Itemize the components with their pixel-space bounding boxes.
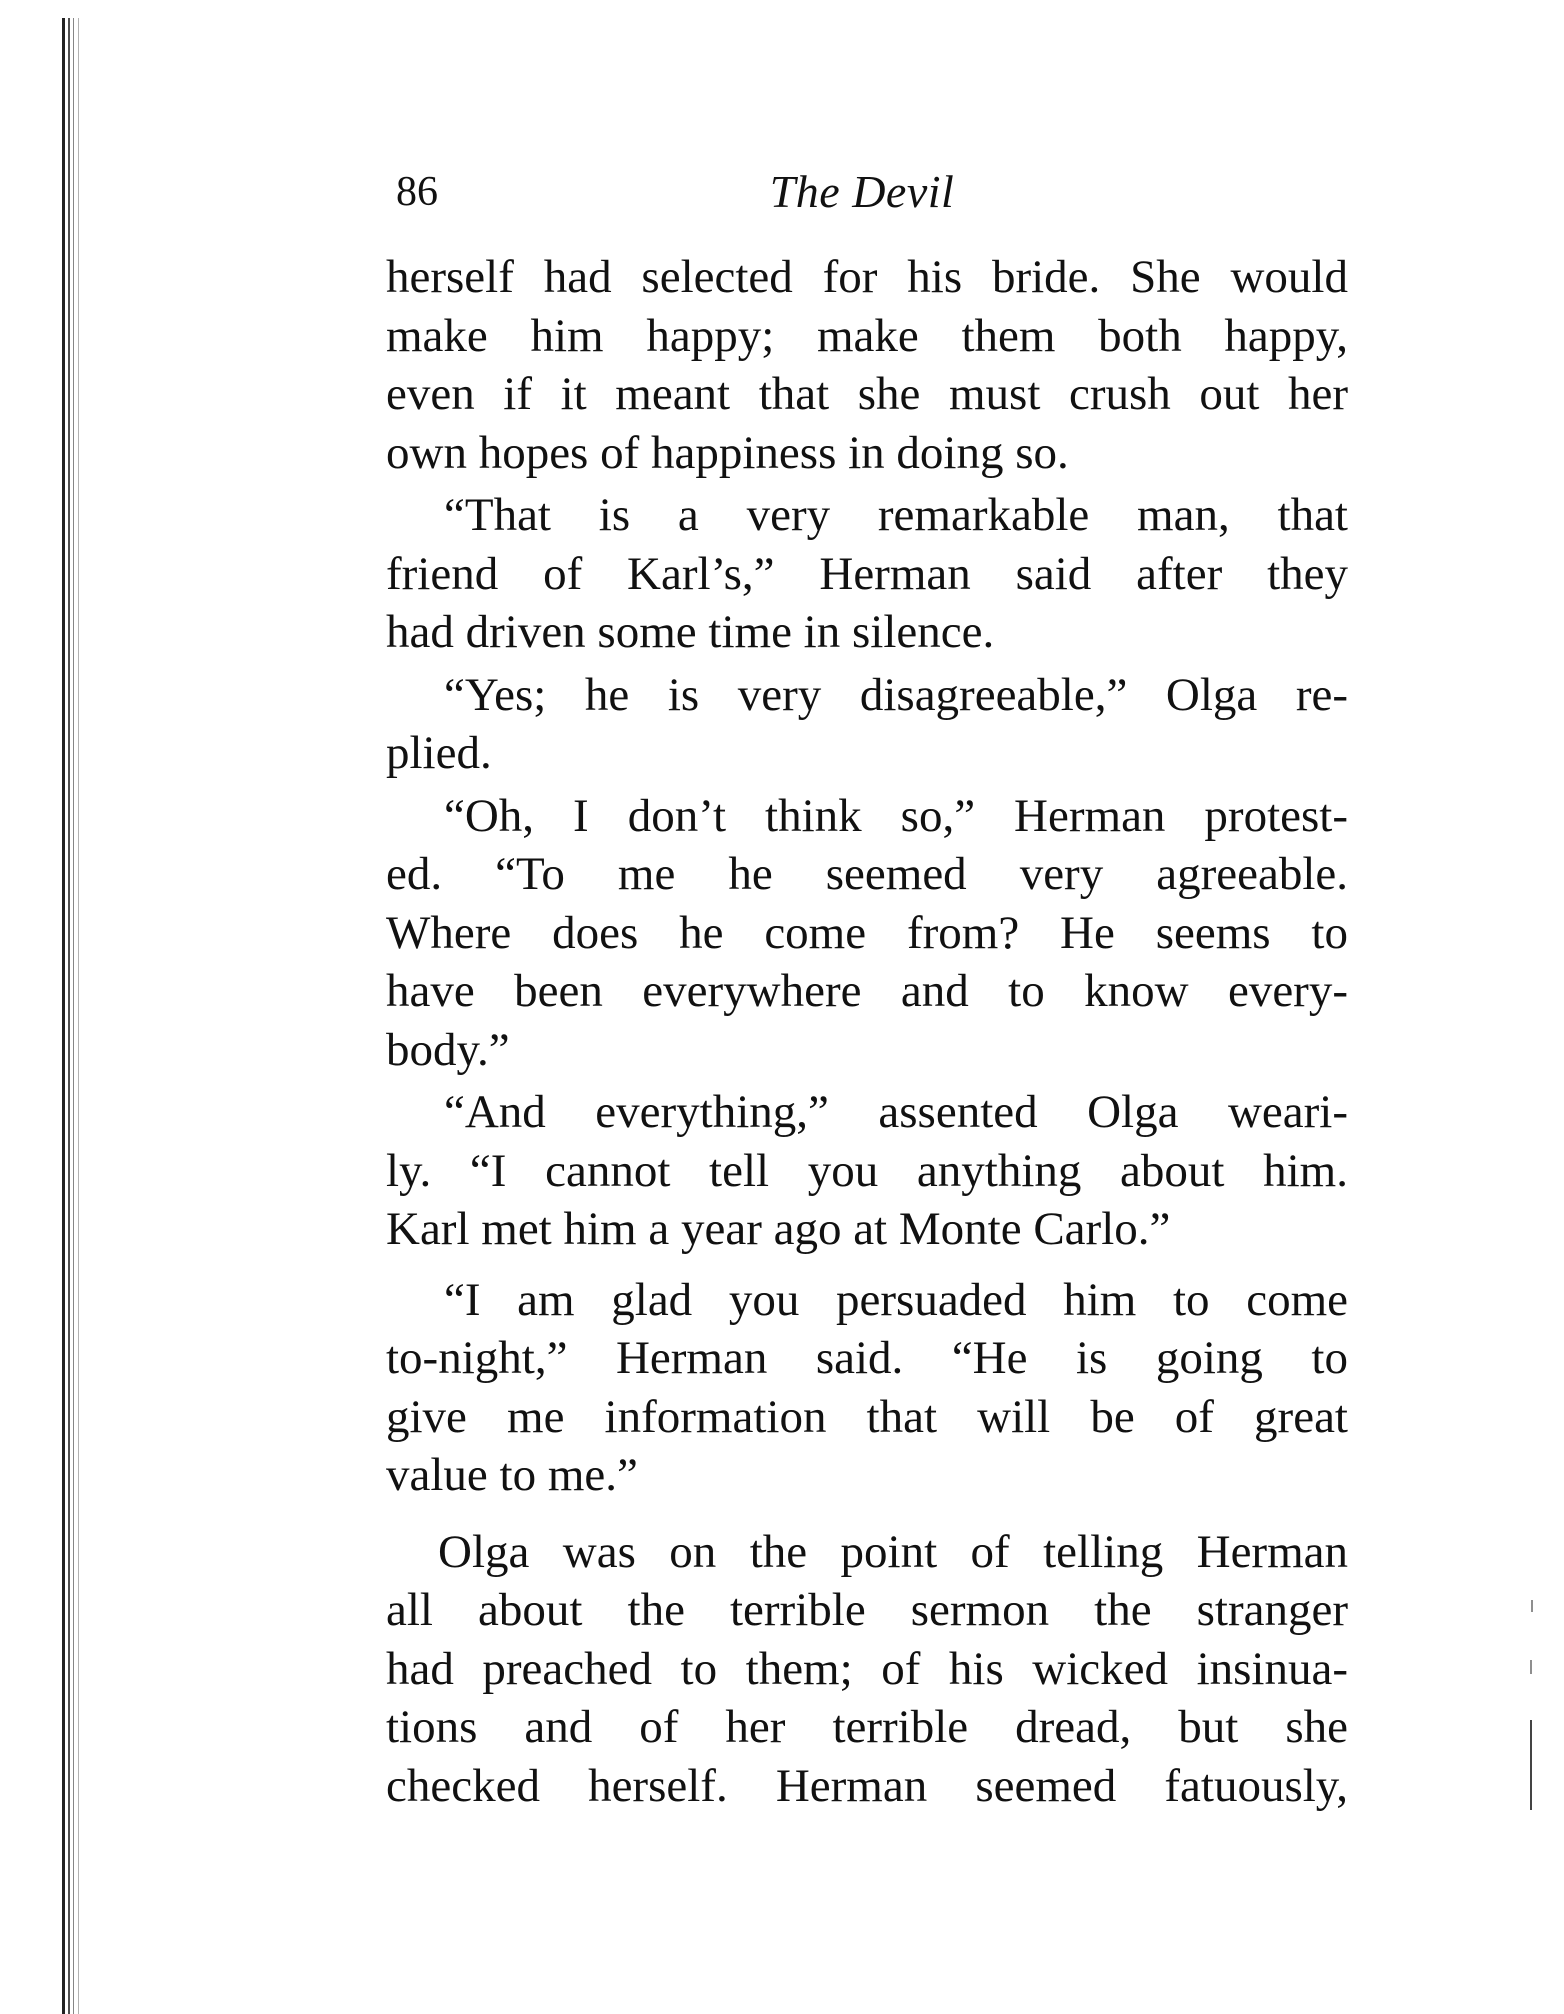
paragraph-continued (386, 845, 1348, 1079)
text-line: body.” (386, 1023, 510, 1076)
text-line: all about the terrible sermon the stranger (386, 1584, 1348, 1636)
paragraph-continued (386, 1581, 1348, 1815)
text-line: plied. (386, 727, 492, 779)
paragraph (386, 666, 1348, 725)
text-line: ly. “I cannot tell you anything about him. (386, 1144, 1348, 1197)
text-line: have been everywhere and to know every- (386, 965, 1348, 1017)
paragraph (386, 787, 1348, 846)
text-line: value to me.” (386, 1449, 638, 1501)
text-line: even if it meant that she must crush out her (386, 368, 1348, 420)
text-line: tions and of her terrible dread, but she (386, 1701, 1348, 1753)
text-line: to-night,” Herman said. “He is going to (386, 1332, 1348, 1384)
paragraph-continued (386, 1329, 1348, 1505)
text-line: give me information that will be of great (386, 1390, 1348, 1443)
paragraph-continued (386, 1142, 1348, 1259)
binding-rule (73, 18, 74, 2014)
book-binding-edge (62, 18, 84, 2014)
text-line: “That is a very remarkable man, that (444, 489, 1348, 541)
page-header (396, 162, 1328, 222)
text-line: “And everything,” assented Olga weari- (444, 1086, 1348, 1138)
paragraph-continued (386, 724, 1348, 783)
text-line: herself had selected for his bride. She would (386, 251, 1348, 303)
body-text (386, 248, 1348, 1815)
paragraph (386, 486, 1348, 545)
paragraph (386, 1523, 1348, 1582)
binding-rule (68, 18, 70, 2014)
paragraph (386, 248, 1348, 482)
binding-rule (78, 18, 79, 2014)
text-line: Olga was on the point of telling Herman (438, 1525, 1348, 1578)
margin-scan-mark (1530, 1720, 1532, 1810)
text-line: make him happy; make them both happy, (386, 309, 1348, 362)
text-line: had driven some time in silence. (386, 606, 995, 658)
binding-rule (62, 18, 65, 2014)
text-line: ed. “To me he seemed very agreeable. (386, 848, 1348, 900)
margin-scan-mark (1530, 1660, 1532, 1674)
paragraph-continued (386, 545, 1348, 662)
text-line: “Yes; he is very disagreeable,” Olga re- (444, 668, 1348, 721)
page-number: 86 (396, 169, 438, 215)
text-line: checked herself. Herman seemed fatuously, (386, 1759, 1348, 1812)
text-line: “I am glad you persuaded him to come (444, 1273, 1348, 1326)
paragraph (386, 1083, 1348, 1142)
text-line: “Oh, I don’t think so,” Herman protest- (444, 789, 1348, 842)
text-line: had preached to them; of his wicked insinua- (386, 1642, 1348, 1695)
text-line: friend of Karl’s,” Herman said after they (386, 547, 1348, 600)
text-line: Where does he come from? He seems to (386, 906, 1348, 959)
paragraph (386, 1271, 1348, 1330)
margin-scan-mark (1531, 1600, 1533, 1612)
running-title: The Devil (769, 166, 955, 217)
text-line: Karl met him a year ago at Monte Carlo.” (386, 1203, 1171, 1255)
text-line: own hopes of happiness in doing so. (386, 426, 1069, 479)
